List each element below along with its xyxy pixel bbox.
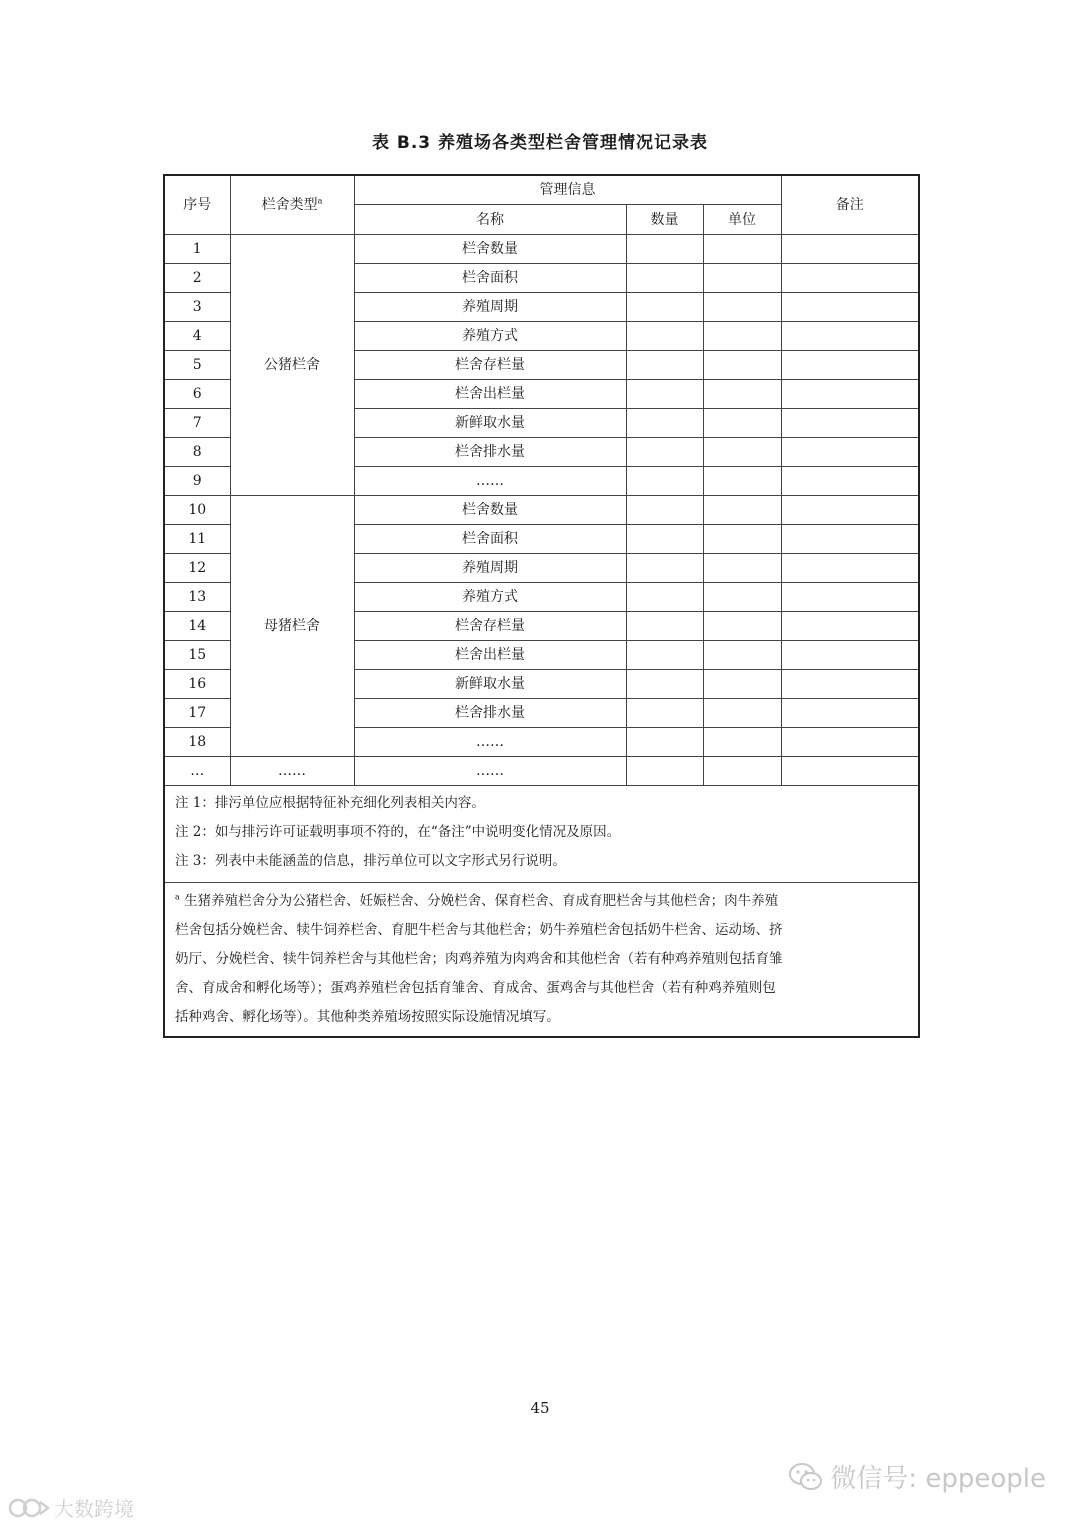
row-type: 公猪栏舍 [230,235,354,496]
row-remark [781,641,919,670]
row-seq: 3 [164,293,230,322]
row-name: 新鲜取水量 [354,409,626,438]
header-seq: 序号 [164,175,230,235]
row-name: 养殖方式 [354,583,626,612]
footnote-text: 舍、育成舍和孵化场等）；蛋鸡养殖栏舍包括育雏舍、育成舍、蛋鸡舍与其他栏舍（若有种鸡养殖则包 [175,980,776,996]
brand-logo-icon [8,1496,50,1520]
row-name: 养殖方式 [354,322,626,351]
row-name: …… [354,467,626,496]
footnote-line [175,945,908,974]
row-seq: 9 [164,467,230,496]
row-type: …… [230,757,354,786]
row-qty [626,612,703,641]
row-unit [703,438,781,467]
row-qty [626,554,703,583]
footnote-line [175,916,908,945]
row-unit [703,641,781,670]
footnote-text: 奶厅、分娩栏舍、犊牛饲养栏舍与其他栏舍；肉鸡养殖为肉鸡舍和其他栏舍（若有种鸡养殖则包括育雏 [175,951,783,967]
footnote-row [164,883,919,1038]
row-seq: 18 [164,728,230,757]
row-qty [626,235,703,264]
row-remark [781,235,919,264]
row-remark [781,409,919,438]
row-seq: 6 [164,380,230,409]
row-remark [781,554,919,583]
header-qty: 数量 [626,205,703,235]
footnote-line [175,974,908,1003]
row-seq: 14 [164,612,230,641]
row-name: 栏舍排水量 [354,699,626,728]
notes-row [164,786,919,883]
row-name: 栏舍数量 [354,235,626,264]
row-type: 母猪栏舍 [230,496,354,757]
row-name: 栏舍出栏量 [354,641,626,670]
row-unit [703,670,781,699]
row-unit [703,322,781,351]
row-unit [703,235,781,264]
row-qty [626,583,703,612]
row-seq: 4 [164,322,230,351]
note-line: 注 2：如与排污许可证载明事项不符的，在“备注”中说明变化情况及原因。 [175,824,621,840]
header-type: 栏舍类型$^a$ [230,175,354,235]
wechat-watermark [788,1458,1046,1495]
row-seq: 8 [164,438,230,467]
note-line: 注 3：列表中未能涵盖的信息，排污单位可以文字形式另行说明。 [175,853,566,869]
row-qty [626,496,703,525]
row-name: 养殖周期 [354,293,626,322]
row-remark [781,467,919,496]
footnote-line [175,1003,908,1032]
footnote-text: 栏舍包括分娩栏舍、犊牛饲养栏舍、育肥牛栏舍与其他栏舍；奶牛养殖栏舍包括奶牛栏舍、运动场、挤 [175,922,783,938]
row-unit [703,380,781,409]
brand-name: 大数跨境 [54,1497,134,1521]
record-table [163,174,920,1038]
row-name: 栏舍存栏量 [354,612,626,641]
row-remark [781,438,919,467]
row-qty [626,467,703,496]
table-row [164,496,919,525]
row-qty [626,351,703,380]
row-remark [781,757,919,786]
row-unit [703,496,781,525]
row-remark [781,670,919,699]
footnote-mark: a [317,196,323,206]
row-unit [703,757,781,786]
row-remark [781,380,919,409]
row-name: 新鲜取水量 [354,670,626,699]
header-row-1 [164,175,919,205]
row-qty [626,525,703,554]
row-unit [703,699,781,728]
row-seq: 17 [164,699,230,728]
row-name: …… [354,757,626,786]
header-mgmt: 管理信息 [354,175,781,205]
row-qty [626,641,703,670]
row-unit [703,612,781,641]
row-seq: 10 [164,496,230,525]
footnote-text: 括种鸡舍、孵化场等）。其他种类养殖场按照实际设施情况填写。 [175,1009,560,1025]
table-row [164,757,919,786]
row-remark [781,293,919,322]
row-qty [626,293,703,322]
row-unit [703,554,781,583]
row-qty [626,670,703,699]
row-seq: … [164,757,230,786]
row-remark [781,264,919,293]
row-remark [781,322,919,351]
row-qty [626,380,703,409]
row-qty [626,438,703,467]
table-title: 表 B.3 养殖场各类型栏舍管理情况记录表 [371,133,709,153]
header-remark: 备注 [781,175,919,235]
row-qty [626,757,703,786]
row-seq: 15 [164,641,230,670]
row-seq: 5 [164,351,230,380]
row-remark [781,699,919,728]
page-number: 45 [530,1399,550,1417]
row-qty [626,699,703,728]
row-remark [781,612,919,641]
row-unit [703,409,781,438]
footnote-cell [164,883,919,1038]
footnote-line [175,887,908,916]
notes-cell [164,786,919,883]
row-remark [781,525,919,554]
row-seq: 12 [164,554,230,583]
row-remark [781,496,919,525]
row-unit [703,467,781,496]
row-seq: 11 [164,525,230,554]
row-unit [703,293,781,322]
row-unit [703,728,781,757]
note-line: 注 1：排污单位应根据特征补充细化列表相关内容。 [175,795,485,811]
row-seq: 7 [164,409,230,438]
row-qty [626,322,703,351]
footnote-mark: a [175,892,180,902]
brand-watermark [8,1493,134,1522]
row-name: 栏舍面积 [354,525,626,554]
row-name: 养殖周期 [354,554,626,583]
row-seq: 1 [164,235,230,264]
wechat-icon [788,1462,824,1492]
row-unit [703,525,781,554]
header-name: 名称 [354,205,626,235]
row-remark [781,728,919,757]
row-qty [626,728,703,757]
row-unit [703,351,781,380]
row-remark [781,351,919,380]
row-seq: 13 [164,583,230,612]
row-name: 栏舍面积 [354,264,626,293]
row-seq: 16 [164,670,230,699]
row-unit [703,583,781,612]
row-name: 栏舍排水量 [354,438,626,467]
footnote-text: 生猪养殖栏舍分为公猪栏舍、妊娠栏舍、分娩栏舍、保育栏舍、育成育肥栏舍与其他栏舍；肉牛养殖 [184,893,779,909]
row-unit [703,264,781,293]
row-qty [626,264,703,293]
wechat-id: 微信号: eppeople [830,1464,1046,1494]
row-name: 栏舍数量 [354,496,626,525]
row-name: 栏舍出栏量 [354,380,626,409]
header-unit: 单位 [703,205,781,235]
row-qty [626,409,703,438]
row-seq: 2 [164,264,230,293]
row-remark [781,583,919,612]
row-name: …… [354,728,626,757]
table-row [164,235,919,264]
row-name: 栏舍存栏量 [354,351,626,380]
